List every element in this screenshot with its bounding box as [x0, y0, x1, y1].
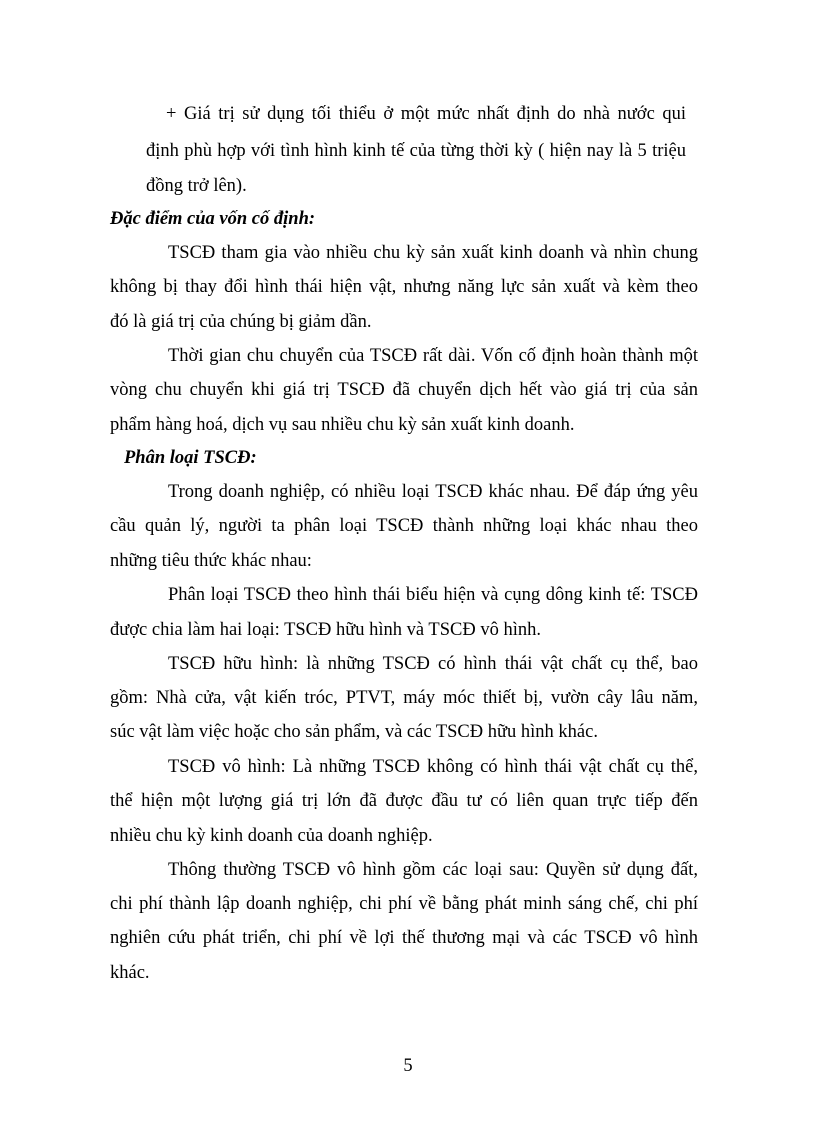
text-line: phẩm hàng hoá, dịch vụ sau nhiều chu kỳ sản xuất kinh doanh. [110, 415, 575, 435]
text-line: khác. [110, 963, 150, 983]
text-line: không bị thay đổi hình thái hiện vật, nhưng năng lực sản xuất và kèm theo [110, 277, 698, 297]
text-line: súc vật làm việc hoặc cho sản phẩm, và các TSCĐ hữu hình khác. [110, 722, 598, 742]
text-line: định phù hợp với tình hình kinh tế của từng thời kỳ ( hiện nay là 5 triệu [146, 141, 686, 161]
text-line: thể hiện một lượng giá trị lớn đã được đầu tư có liên quan trực tiếp đến [110, 791, 698, 811]
text-line: vòng chu chuyển khi giá trị TSCĐ đã chuyển dịch hết vào giá trị của sản [110, 380, 698, 400]
section-heading: Đặc điểm của vốn cố định: [110, 209, 316, 229]
text-line: gồm: Nhà cửa, vật kiến tróc, PTVT, máy móc thiết bị, vườn cây lâu năm, [110, 688, 698, 708]
text-line: được chia làm hai loại: TSCĐ hữu hình và TSCĐ vô hình. [110, 620, 541, 640]
text-line: TSCĐ tham gia vào nhiều chu kỳ sản xuất kinh doanh và nhìn chung [168, 243, 698, 263]
section-heading: Phân loại TSCĐ: [124, 448, 257, 468]
page-number: 5 [403, 1056, 413, 1076]
text-line: đồng trở lên). [146, 176, 247, 196]
text-line: Trong doanh nghiệp, có nhiều loại TSCĐ khác nhau. Để đáp ứng yêu [168, 482, 698, 502]
text-line: nhiều chu kỳ kinh doanh của doanh nghiệp. [110, 826, 433, 846]
text-line: Phân loại TSCĐ theo hình thái biểu hiện và cụng dông kinh tế: TSCĐ [168, 585, 698, 605]
text-line: + Giá trị sử dụng tối thiểu ở một mức nhất định do nhà nước qui [166, 104, 686, 124]
text-line: cầu quản lý, người ta phân loại TSCĐ thành những loại khác nhau theo [110, 516, 698, 536]
text-line: đó là giá trị của chúng bị giảm dần. [110, 312, 372, 332]
text-line: TSCĐ vô hình: Là những TSCĐ không có hình thái vật chất cụ thể, [168, 757, 698, 777]
text-line: nghiên cứu phát triển, chi phí về lợi thế thương mại và các TSCĐ vô hình [110, 928, 698, 948]
text-line: Thời gian chu chuyển của TSCĐ rất dài. Vốn cố định hoàn thành một [168, 346, 698, 366]
text-line: những tiêu thức khác nhau: [110, 551, 312, 571]
text-line: Thông thường TSCĐ vô hình gồm các loại sau: Quyền sử dụng đất, [168, 860, 698, 880]
text-line: TSCĐ hữu hình: là những TSCĐ có hình thái vật chất cụ thể, bao [168, 654, 698, 674]
text-line: chi phí thành lập doanh nghiệp, chi phí về bằng phát minh sáng chế, chi phí [110, 894, 698, 914]
